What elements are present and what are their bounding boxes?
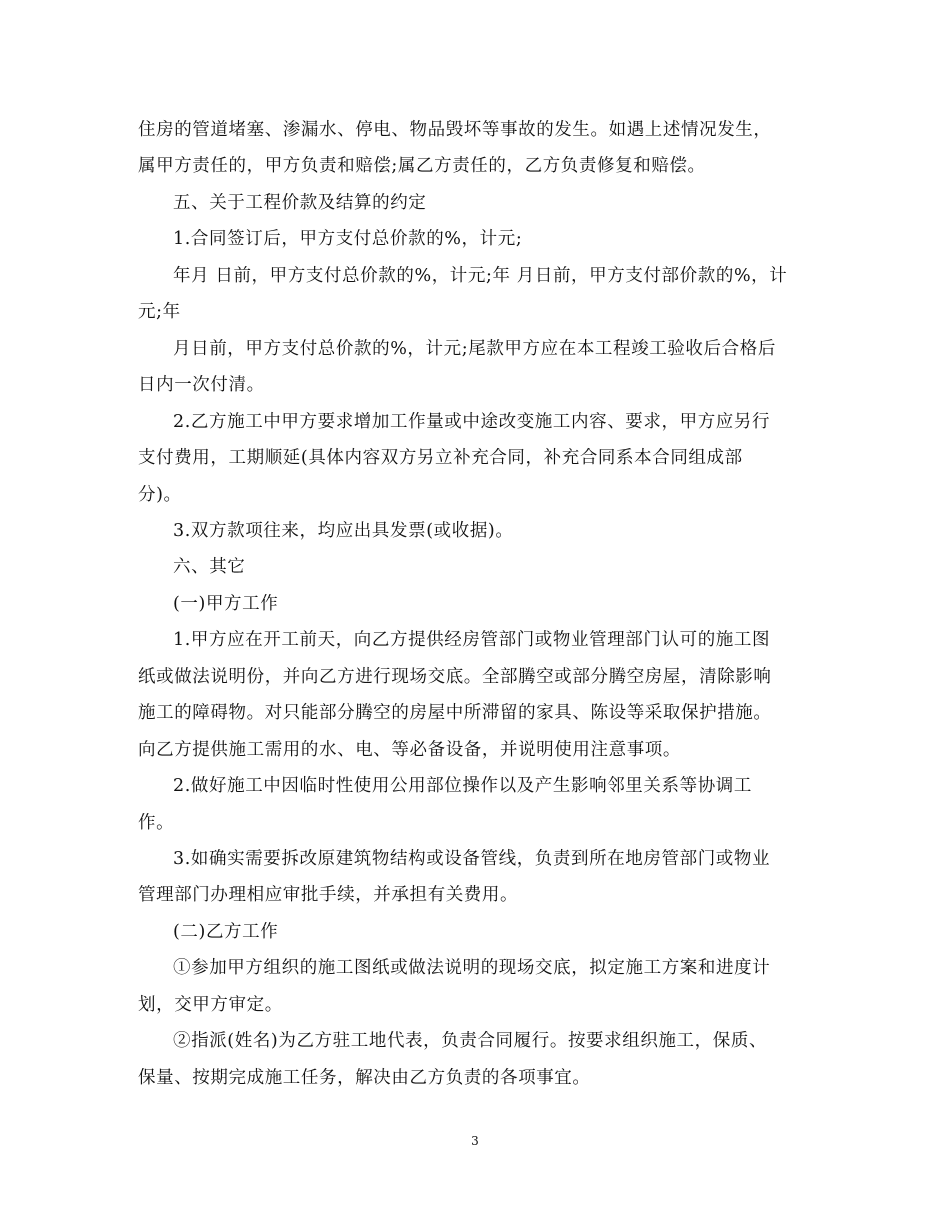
paragraph-line: 管理部门办理相应审批手续，并承担有关费用。 xyxy=(138,885,519,905)
paragraph-line: 分)。 xyxy=(138,485,182,505)
paragraph-line: 纸或做法说明份，并向乙方进行现场交底。全部腾空或部分腾空房屋，清除影响 xyxy=(138,667,772,687)
paragraph-line: 划，交甲方审定。 xyxy=(138,995,283,1015)
paragraph-line: 1.甲方应在开工前天，向乙方提供经房管部门或物业管理部门认可的施工图 xyxy=(173,630,771,650)
subsection-heading: (二)乙方工作 xyxy=(173,922,279,942)
paragraph-line: ①参加甲方组织的施工图纸或做法说明的现场交底，拟定施工方案和进度计 xyxy=(173,958,771,978)
paragraph-line: ②指派(姓名)为乙方驻工地代表，负责合同履行。按要求组织施工，保质、 xyxy=(173,1031,768,1051)
paragraph-line: 3.如确实需要拆改原建筑物结构或设备管线，负责到所在地房管部门或物业 xyxy=(173,849,771,869)
paragraph-line: 月日前，甲方支付总价款的%，计元;尾款甲方应在本工程竣工验收后合格后 xyxy=(173,339,776,359)
paragraph-line: 元;年 xyxy=(138,302,181,322)
paragraph-line: 施工的障碍物。对只能部分腾空的房屋中所滞留的家具、陈设等采取保护措施。 xyxy=(138,703,772,723)
paragraph-line: 年月 日前，甲方支付总价款的%，计元;年 月日前，甲方支付部价款的%，计 xyxy=(173,266,788,286)
section-heading: 六、其它 xyxy=(173,557,246,577)
subsection-heading: (一)甲方工作 xyxy=(173,594,279,614)
paragraph-line: 支付费用，工期顺延(具体内容双方另立补充合同，补充合同系本合同组成部 xyxy=(138,448,743,468)
paragraph-line: 日内一次付清。 xyxy=(138,375,265,395)
page-number: 3 xyxy=(471,1134,479,1148)
paragraph-line: 2.做好施工中因临时性使用公用部位操作以及产生影响邻里关系等协调工 xyxy=(173,776,752,796)
paragraph-line: 保量、按期完成施工任务，解决由乙方负责的各项事宜。 xyxy=(138,1068,591,1088)
section-heading: 五、关于工程价款及结算的约定 xyxy=(173,193,427,213)
paragraph-line: 向乙方提供施工需用的水、电、等必备设备，并说明使用注意事项。 xyxy=(138,740,681,760)
paragraph-line: 1.合同签订后，甲方支付总价款的%，计元; xyxy=(173,229,523,249)
paragraph-line: 2.乙方施工中甲方要求增加工作量或中途改变施工内容、要求，甲方应另行 xyxy=(173,412,771,432)
paragraph-line: 住房的管道堵塞、渗漏水、停电、物品毁坏等事故的发生。如遇上述情况发生， xyxy=(138,120,772,140)
paragraph-line: 作。 xyxy=(138,813,175,833)
paragraph-line: 属甲方责任的，甲方负责和赔偿;属乙方责任的，乙方负责修复和赔偿。 xyxy=(138,156,706,176)
paragraph-line: 3.双方款项往来，均应出具发票(或收据)。 xyxy=(173,521,514,541)
